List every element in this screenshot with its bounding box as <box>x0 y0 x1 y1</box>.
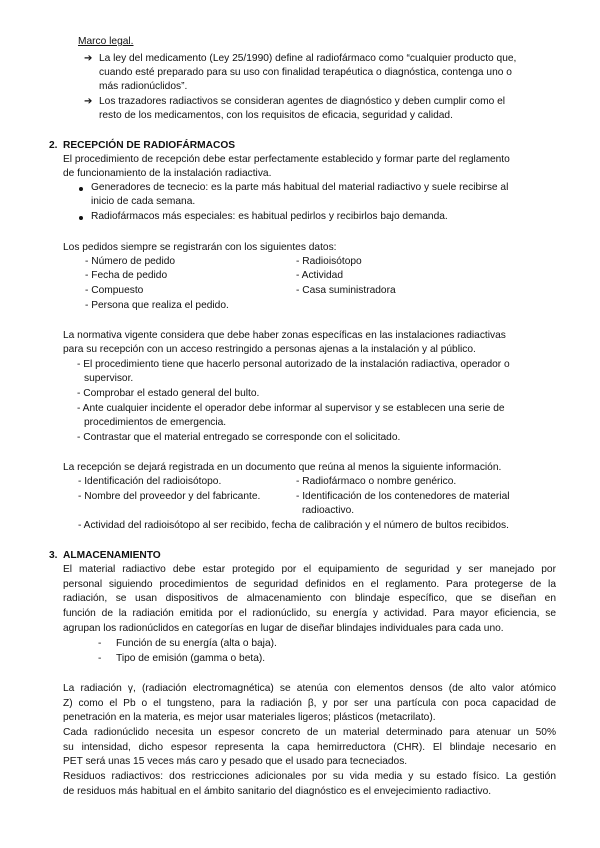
registro-right-1: - Radiofármaco o nombre genérico. <box>296 476 457 487</box>
sec2-bullet1-line1: Generadores de tecnecio: es la parte más habitual del material radiactivo y suele recibirse al <box>91 182 509 193</box>
section-2-number: 2. <box>49 140 58 151</box>
marco-item1-line3: más radionúclidos”. <box>99 81 188 92</box>
marco-legal-title: Marco legal. <box>78 36 134 47</box>
pedidos-left-2: - Fecha de pedido <box>85 270 168 281</box>
pedidos-right-3: - Casa suministradora <box>296 285 396 296</box>
marco-item1-line2: cuando esté preparado para su uso con finalidad terapéutica o diagnóstica, contenga uno o <box>99 67 512 78</box>
section-2-title: RECEPCIÓN DE RADIOFÁRMACOS <box>63 140 236 151</box>
marco-item2-line1: Los trazadores radiactivos se consideran agentes de diagnóstico y deben cumplir como el <box>99 96 506 107</box>
norm-item3-line1: - Ante cualquier incidente el operador debe informar al supervisor y se establecen una serie de <box>77 403 505 414</box>
sec3-para4-line1: Residuos radiactivos: dos restricciones adicionales por su vida media y su estado físico. La gestión <box>63 771 556 782</box>
marco-item2-line2: resto de los medicamentos, con los requisitos de eficacia, seguridad y calidad. <box>99 110 453 121</box>
arrow-bullet-icon: ➔ <box>84 53 93 64</box>
registro-left-2: - Nombre del proveedor y del fabricante. <box>78 491 261 502</box>
norm-item4: - Contrastar que el material entregado se corresponde con el solicitado. <box>77 432 401 443</box>
bullet-dot-icon <box>79 187 83 191</box>
sec3-para4 <box>63 770 556 798</box>
section-3-title: ALMACENAMIENTO <box>63 550 161 561</box>
pedidos-intro: Los pedidos siempre se registrarán con los siguientes datos: <box>63 242 337 253</box>
sec3-para2-line2: Z) como el Pb o el tungsteno, para la radiación β, y por ser una partícula con poca capacidad de <box>63 697 556 709</box>
bullet-dot-icon <box>79 216 83 220</box>
sec3-para1-line4: función de la radiación emitida por el radionúclido, su energía y actividad. Para mayor eficiencia, se <box>63 608 556 620</box>
norm-item1-line1: - El procedimiento tiene que hacerlo personal autorizado de la instalación radiactiva, operador o <box>77 359 510 370</box>
sec3-para2-line1: La radiación γ, (radiación electromagnética) se atenúa con elementos densos (de alto valor atómico <box>63 683 556 694</box>
sec3-para3 <box>63 726 556 769</box>
dash-bullet: - <box>98 638 102 649</box>
sec3-para3-line3: PET será unas 15 veces más caro y pesado que el usado para tecneciados. <box>63 756 408 768</box>
sec2-bullet1-line2: inicio de cada semana. <box>91 196 196 207</box>
sec3-para3-line2: su intensidad, dicho espesor representa la capa hemirreductora (CHR). El blindaje necesario en <box>63 741 556 753</box>
sec2-bullet2: Radiofármacos más especiales: es habitual pedirlos y recibirlos bajo demanda. <box>91 211 448 222</box>
pedidos-right-1: - Radioisótopo <box>296 256 362 267</box>
sec3-para2 <box>63 682 556 725</box>
registro-intro: La recepción se dejará registrada en un documento que reúna al menos la siguiente información. <box>63 462 502 473</box>
sec3-para3-line1: Cada radionúclido necesita un espesor concreto de un material determinado para atenuar un 50% <box>63 727 556 738</box>
sec3-para1-line2: personal siguiendo procedimientos de seguridad definidos en el reglamento. Para protegerse de la <box>63 578 556 590</box>
section-3-number: 3. <box>49 550 58 561</box>
sec3-para1-line3: radiación, se usan dispositivos de almacenamiento con blindaje específico, que se diseñan en <box>63 593 556 605</box>
sec3-para4-line2: de residuos más habitual en el ámbito sanitario del diagnóstico es el envejecimiento radiactivo. <box>63 785 492 797</box>
norm-item2: - Comprobar el estado general del bulto. <box>77 388 260 399</box>
sec3-para1 <box>63 563 556 635</box>
sec2-intro-line2: de funcionamiento de la instalación radiactiva. <box>63 168 272 179</box>
sec3-para1-line5: agrupan los radionúclidos en categorías en lugar de diseñar blindajes individuales para cada uno. <box>63 622 504 634</box>
sec3-dash-item2: Tipo de emisión (gamma o beta). <box>116 653 266 664</box>
sec3-dash-item1: Función de su energía (alta o baja). <box>116 638 277 649</box>
sec3-para2-line3: penetración en la materia, es mejor usar materiales ligeros; plásticos (metacrilato). <box>63 712 436 724</box>
registro-right-2: - Identificación de los contenedores de material <box>296 491 510 502</box>
arrow-bullet-icon: ➔ <box>84 96 93 107</box>
sec2-intro-line1: El procedimiento de recepción debe estar perfectamente establecido y formar parte del reglamento <box>63 154 510 165</box>
norm-item1-line2: supervisor. <box>84 373 134 384</box>
pedidos-right-2: - Actividad <box>296 270 343 281</box>
registro-right-3: radioactivo. <box>302 505 355 516</box>
pedidos-left-3: - Compuesto <box>85 285 144 296</box>
dash-bullet: - <box>98 653 102 664</box>
normativa-line2: para su recepción con un acceso restringido a personas ajenas a la instalación y al público. <box>63 344 476 355</box>
norm-item3-line2: procedimientos de emergencia. <box>84 417 227 428</box>
registro-last: - Actividad del radioisótopo al ser recibido, fecha de calibración y el número de bultos recibidos. <box>78 520 509 531</box>
pedidos-left-1: - Número de pedido <box>85 256 176 267</box>
sec3-para1-line1: El material radiactivo debe estar protegido por el equipamiento de seguridad y ser manejado por <box>63 564 556 575</box>
marco-item1-line1: La ley del medicamento (Ley 25/1990) define al radiofármaco como “cualquier producto que, <box>99 53 517 64</box>
pedidos-left-4: - Persona que realiza el pedido. <box>85 300 229 311</box>
registro-left-1: - Identificación del radioisótopo. <box>78 476 222 487</box>
normativa-line1: La normativa vigente considera que debe haber zonas específicas en las instalaciones radiactivas <box>63 330 506 341</box>
